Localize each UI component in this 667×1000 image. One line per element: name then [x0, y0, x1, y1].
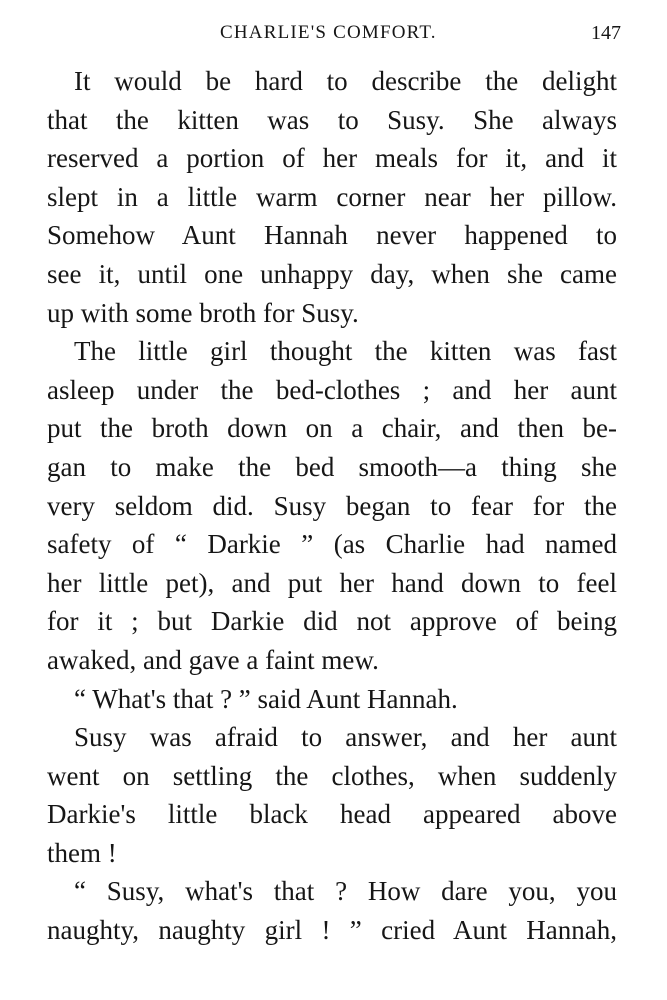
text-line: asleep under the bed-clothes ; and her aunt — [47, 374, 617, 405]
text-line: very seldom did. Susy began to fear for the — [47, 490, 617, 521]
paragraph-5 — [47, 872, 617, 949]
paragraph-3 — [47, 680, 617, 719]
text-line: put the broth down on a chair, and then be- — [47, 413, 617, 444]
text-line: awaked, and gave a faint mew. — [47, 644, 379, 675]
paragraph-2 — [47, 332, 617, 679]
running-title: CHARLIE'S COMFORT. — [220, 22, 437, 43]
text-line: gan to make the bed smooth—a thing she — [47, 451, 617, 482]
text-line: “ What's that ? ” said Aunt Hannah. — [74, 683, 458, 714]
paragraph-4 — [47, 718, 617, 872]
text-line: safety of “ Darkie ” (as Charlie had named — [47, 529, 617, 560]
text-line: Susy was afraid to answer, and her aunt — [74, 722, 617, 753]
text-line: her little pet), and put her hand down to feel — [47, 567, 617, 598]
text-line: naughty, naughty girl ! ” cried Aunt Hannah, — [47, 915, 617, 946]
text-line: The little girl thought the kitten was fast — [74, 336, 617, 367]
text-line: Somehow Aunt Hannah never happened to — [47, 220, 617, 251]
page-number: 147 — [591, 22, 621, 44]
text-line: see it, until one unhappy day, when she came — [47, 258, 617, 289]
text-line: up with some broth for Susy. — [47, 297, 359, 328]
text-line: “ Susy, what's that ? How dare you, you — [74, 876, 617, 907]
text-line: for it ; but Darkie did not approve of being — [47, 606, 617, 637]
text-line: slept in a little warm corner near her pillow. — [47, 181, 617, 212]
running-header — [0, 16, 667, 50]
text-line: them ! — [47, 837, 117, 868]
body-text — [47, 62, 617, 950]
text-line: went on settling the clothes, when suddenly — [47, 760, 617, 791]
paragraph-1 — [47, 62, 617, 332]
text-line: reserved a portion of her meals for it, and it — [47, 143, 617, 174]
text-line: It would be hard to describe the delight — [74, 66, 617, 96]
text-line: Darkie's little black head appeared above — [47, 799, 617, 830]
text-line: that the kitten was to Susy. She always — [47, 104, 617, 135]
